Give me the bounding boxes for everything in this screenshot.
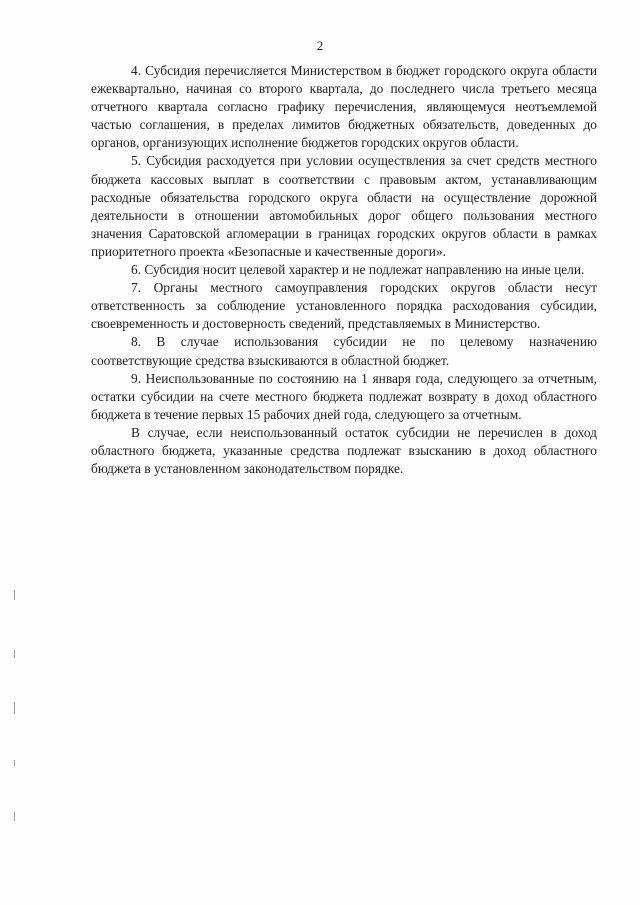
paragraph-6: 6. Субсидия носит целевой характер и не подлежат направлению на иные цели. [131, 262, 585, 278]
scan-mark [14, 702, 15, 714]
paragraph-closing: В случае, если неиспользованный остаток субсидии не перечислен в доход областного бюджета, указанные средства подлежат взысканию в доход областного бюджета в установленном законодательством порядке. [91, 424, 597, 477]
paragraph-8: 8. В случае использования субсидии не по целевому назначению соответствующие средства взыскиваются в областной бюджет. [91, 334, 597, 368]
paragraph-4: 4. Субсидия перечисляется Министерством в бюджет городского округа области ежеквартально, начиная со второго квартала, до последнего числа третьего месяца отчетного квартала согласно графику перечисления, являющемуся неотъемлемой частью соглашения, в пределах лимитов бюджетных обязательств, доведенных до органов, организующих исполнение бюджетов городских округов области. [91, 63, 597, 151]
scan-mark [14, 590, 15, 600]
paragraph-5: 5. Субсидия расходуется при условии осуществления за счет средств местного бюджета кассовых выплат в соответствии с правовым актом, устанавливающим расходные обязательства городского округа области на осуществление дорожной деятельности в отношении автомобильных дорог общего пользования местного значения Саратовской агломерации в границах городских округов области в рамках приоритетного проекта «Безопасные и качественные дороги». [91, 153, 597, 259]
scan-mark [14, 812, 15, 821]
scan-mark [14, 760, 15, 766]
scan-mark [14, 650, 15, 658]
document-body [91, 62, 597, 478]
paragraph-7: 7. Органы местного самоуправления городских округов области несут ответственность за соблюдение установленного порядка расходования субсидии, своевременность и достоверность сведений, представляемых в Министерство. [91, 280, 597, 332]
paragraph-9: 9. Неиспользованные по состоянию на 1 января года, следующего за отчетным, остатки субсидии на счете местного бюджета подлежат возврату в доход областного бюджета в течение первых 15 рабочих дней года, следующего за отчетным. [91, 370, 597, 422]
page-number: 2 [316, 38, 324, 53]
